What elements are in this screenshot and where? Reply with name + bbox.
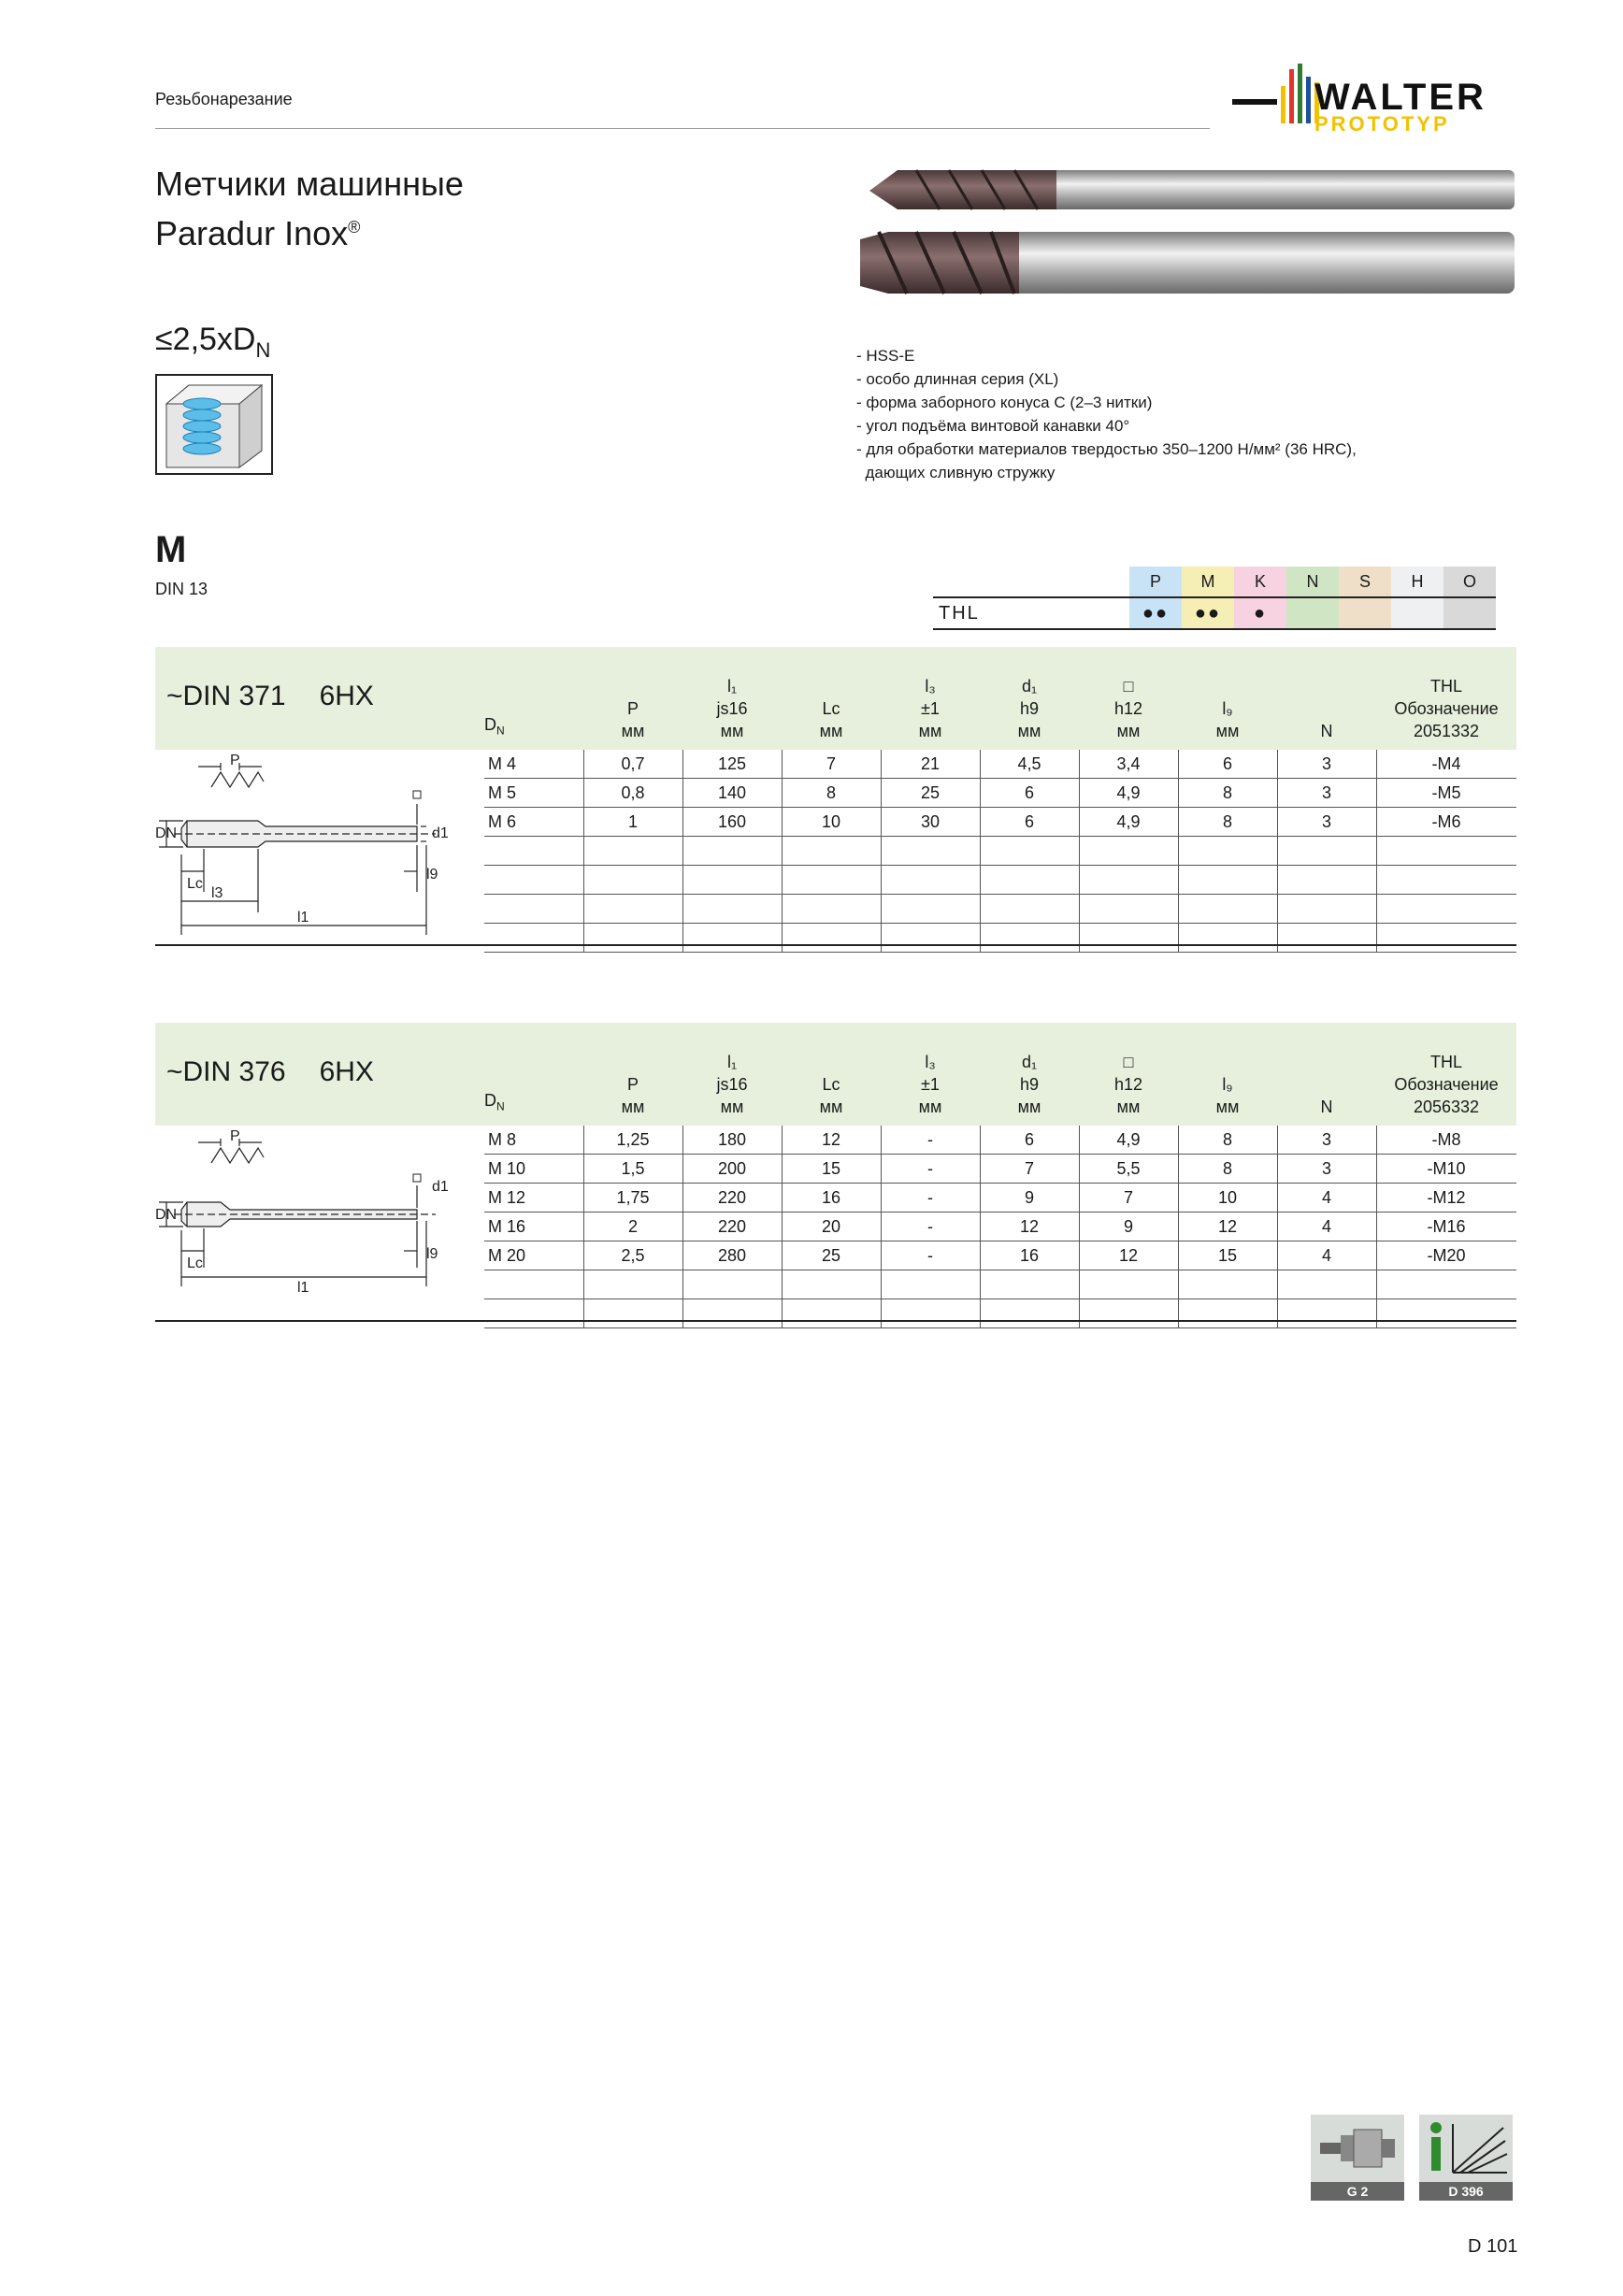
cell-shank-diameter — [980, 866, 1079, 894]
cell-square-length — [1178, 924, 1277, 952]
cell-total-length: 200 — [717, 1159, 747, 1178]
cell-square-length: 8 — [1222, 812, 1232, 831]
table-row — [484, 1241, 1516, 1270]
cell-size: M 12 — [488, 1188, 526, 1207]
table-row — [484, 1126, 1516, 1155]
technical-info-ref-label: D 396 — [1419, 2182, 1513, 2201]
table-body — [484, 750, 1516, 953]
cell-square-length: 12 — [1217, 1217, 1238, 1236]
cell-shank-diameter — [980, 837, 1079, 865]
table-row — [484, 895, 1516, 924]
feature-item: - для обработки материалов твердостью 350–1200 Н/мм² (36 HRC), — [856, 440, 1357, 458]
cell-neck-length — [881, 837, 980, 865]
total-length-label: l1 — [297, 910, 309, 926]
cell-shank-diameter: 9 — [1024, 1188, 1034, 1207]
pitch-label: P — [230, 1128, 240, 1144]
cell-square-size — [1079, 837, 1178, 865]
cell-neck-length — [881, 895, 980, 923]
cell-size: M 5 — [488, 783, 517, 802]
cell-square-length: 8 — [1222, 1130, 1232, 1149]
cell-total-length: 125 — [717, 754, 747, 773]
thread-standard: DIN 13 — [155, 580, 208, 598]
cell-pitch: 1,5 — [621, 1159, 645, 1178]
table-row — [484, 837, 1516, 866]
material-code-p: P — [1129, 567, 1182, 597]
cell-flute-count — [1277, 1270, 1376, 1299]
cell-flute-count: 4 — [1321, 1217, 1331, 1236]
cell-size — [484, 895, 583, 923]
cell-size: M 4 — [488, 754, 517, 773]
table-title: ~DIN 376 6HX — [166, 1056, 374, 1087]
cell-designation: -M16 — [1427, 1217, 1466, 1236]
table-row — [484, 1299, 1516, 1328]
cell-size: M 10 — [488, 1159, 526, 1178]
column-header-designation: THL Обозначение 2056332 — [1394, 1053, 1499, 1116]
material-code-m: M — [1182, 567, 1234, 597]
page-number: D 101 — [1468, 2236, 1518, 2257]
cell-chamfer-length — [782, 837, 881, 865]
cell-square-size: 4,9 — [1116, 783, 1141, 802]
cell-designation: -M10 — [1427, 1159, 1466, 1178]
material-rating-k: ● — [1234, 597, 1286, 629]
cell-chamfer-length: 10 — [821, 812, 841, 831]
column-header-size: $D_N$ — [484, 715, 505, 738]
cell-pitch: 2,5 — [621, 1246, 645, 1265]
cell-designation — [1376, 924, 1516, 952]
cell-square-size: 9 — [1123, 1217, 1133, 1236]
column-header-neck-length: l₃ ±1 мм — [918, 1053, 942, 1116]
total-length-label: l1 — [297, 1280, 309, 1296]
tap-product-image — [860, 157, 1515, 316]
cell-neck-length: 21 — [920, 754, 941, 773]
nominal-diameter-label: DN — [155, 825, 178, 841]
blind-hole-icon — [155, 374, 273, 475]
table-row — [484, 1270, 1516, 1299]
header-divider — [155, 128, 1210, 129]
walter-logo — [1232, 58, 1516, 142]
cell-neck-length: - — [927, 1246, 933, 1265]
cell-pitch — [583, 924, 682, 952]
cell-square-length: 10 — [1217, 1188, 1238, 1207]
cell-size: M 16 — [488, 1217, 526, 1236]
cell-neck-length: - — [927, 1217, 933, 1236]
product-table-din376 — [155, 1023, 1516, 1322]
cell-shank-diameter: 6 — [1024, 1130, 1034, 1149]
feature-item: - HSS-E — [856, 347, 915, 365]
cell-designation: -M5 — [1431, 783, 1461, 802]
tap-dimension-drawing — [155, 1127, 484, 1314]
title-line-1: Метчики машинные — [155, 165, 464, 203]
cell-pitch — [583, 866, 682, 894]
cell-square-size: 7 — [1123, 1188, 1133, 1207]
shank-diameter-label: d1 — [432, 1179, 449, 1195]
cell-flute-count: 3 — [1321, 754, 1331, 773]
cell-size — [484, 924, 583, 952]
cell-total-length — [682, 837, 782, 865]
nominal-diameter-label: DN — [155, 1207, 178, 1223]
cell-pitch — [583, 895, 682, 923]
cell-flute-count: 3 — [1321, 1159, 1331, 1178]
cell-designation — [1376, 837, 1516, 865]
cell-total-length: 280 — [717, 1246, 747, 1265]
material-suitability-table — [933, 567, 1496, 630]
cell-square-size — [1079, 924, 1178, 952]
cell-neck-length: - — [927, 1130, 933, 1149]
cell-pitch: 1 — [627, 812, 638, 831]
cell-size — [484, 837, 583, 865]
cell-neck-length — [881, 1299, 980, 1327]
cell-designation: -M12 — [1427, 1188, 1466, 1207]
column-header-total-length: l₁ js16 мм — [716, 677, 748, 740]
cell-square-size: 12 — [1118, 1246, 1139, 1265]
column-header-chamfer-length: Lc мм — [819, 1075, 843, 1116]
cell-total-length: 160 — [717, 812, 747, 831]
cell-square-size: 4,9 — [1116, 1130, 1141, 1149]
cell-chamfer-length: 12 — [821, 1130, 841, 1149]
cell-pitch: 1,25 — [616, 1130, 650, 1149]
material-code-n: N — [1286, 567, 1339, 597]
cell-square-size — [1079, 1270, 1178, 1299]
cell-designation: -M4 — [1431, 754, 1461, 773]
material-rating-o — [1443, 597, 1496, 629]
cell-square-size: 3,4 — [1116, 754, 1141, 773]
feature-item: дающих сливную стружку — [856, 464, 1056, 481]
cell-square-length: 6 — [1222, 754, 1232, 773]
cell-total-length: 140 — [717, 783, 747, 802]
chamfer-length-label: Lc — [187, 876, 203, 892]
table-row — [484, 1184, 1516, 1213]
cell-pitch: 0,7 — [621, 754, 645, 773]
cell-designation — [1376, 866, 1516, 894]
cell-total-length: 180 — [717, 1130, 747, 1149]
material-code-h: H — [1391, 567, 1443, 597]
table-row — [484, 779, 1516, 808]
material-rating-s — [1339, 597, 1391, 629]
thread-type: M — [155, 529, 187, 570]
cell-chamfer-length — [782, 895, 881, 923]
cell-pitch — [583, 1270, 682, 1299]
cell-total-length — [682, 866, 782, 894]
logo-subtitle: PROTOTYP — [1314, 112, 1450, 136]
cell-flute-count — [1277, 1299, 1376, 1327]
column-header-total-length: l₁ js16 мм — [716, 1053, 748, 1116]
cell-square-length — [1178, 895, 1277, 923]
material-rating-p: ●● — [1129, 597, 1182, 629]
cell-flute-count: 3 — [1321, 1130, 1331, 1149]
cell-chamfer-length: 25 — [821, 1246, 841, 1265]
cell-flute-count — [1277, 837, 1376, 865]
cell-square-size: 4,9 — [1116, 812, 1141, 831]
material-code-k: K — [1234, 567, 1286, 597]
cell-size — [484, 1270, 583, 1299]
table-row — [484, 808, 1516, 837]
cell-shank-diameter: 12 — [1019, 1217, 1040, 1236]
info-chart-icon — [1419, 2115, 1513, 2182]
square-length-label: l9 — [426, 867, 438, 883]
cell-square-length — [1178, 866, 1277, 894]
cell-neck-length: 25 — [920, 783, 941, 802]
column-header-square-length: l₉ мм — [1215, 1075, 1240, 1116]
column-header-flute-count: N — [1320, 1098, 1333, 1116]
cell-square-length — [1178, 837, 1277, 865]
shank-diameter-label: d1 — [432, 825, 449, 841]
table-body — [484, 1126, 1516, 1328]
column-headers — [484, 647, 1516, 750]
pitch-label: P — [230, 753, 240, 768]
cell-flute-count — [1277, 895, 1376, 923]
column-headers — [484, 1023, 1516, 1126]
material-rating-m: ●● — [1182, 597, 1234, 629]
cell-total-length: 220 — [717, 1217, 747, 1236]
logo-word: WALTER — [1314, 77, 1487, 118]
cell-square-length: 8 — [1222, 1159, 1232, 1178]
cell-size: M 6 — [488, 812, 517, 831]
cell-chamfer-length: 16 — [821, 1188, 841, 1207]
column-header-chamfer-length: Lc мм — [819, 699, 843, 740]
cell-total-length: 220 — [717, 1188, 747, 1207]
table-row — [484, 1213, 1516, 1241]
column-header-shank-diameter: d₁ h9 мм — [1017, 677, 1041, 740]
cell-shank-diameter: 6 — [1024, 783, 1034, 802]
cell-pitch — [583, 1299, 682, 1327]
technical-info-reference-icon[interactable] — [1419, 2115, 1513, 2201]
feature-item: - угол подъёма винтовой канавки 40° — [856, 417, 1130, 435]
chamfer-length-label: Lc — [187, 1256, 203, 1271]
column-header-square-size: □ h12 мм — [1113, 677, 1143, 740]
cell-square-length — [1178, 1270, 1277, 1299]
product-table-din371 — [155, 647, 1516, 946]
table-row — [484, 750, 1516, 779]
cell-chamfer-length: 8 — [826, 783, 836, 802]
cell-square-size — [1079, 866, 1178, 894]
cell-shank-diameter: 16 — [1019, 1246, 1040, 1265]
cell-square-length — [1178, 1299, 1277, 1327]
toolholder-icon — [1311, 2115, 1404, 2182]
cell-neck-length: 30 — [920, 812, 941, 831]
cell-square-size: 5,5 — [1116, 1159, 1141, 1178]
cell-chamfer-length: 20 — [821, 1217, 841, 1236]
tap-dimension-drawing — [155, 752, 484, 939]
cell-shank-diameter — [980, 1299, 1079, 1327]
cell-designation — [1376, 1270, 1516, 1299]
toolholder-ref-label: G 2 — [1311, 2182, 1404, 2201]
cell-designation: -M20 — [1427, 1246, 1466, 1265]
title-line-2: Paradur Inox — [155, 214, 349, 252]
cell-neck-length — [881, 924, 980, 952]
cell-designation: -M6 — [1431, 812, 1461, 831]
material-rating-n — [1286, 597, 1339, 629]
cell-chamfer-length: 7 — [826, 754, 836, 773]
cell-shank-diameter — [980, 924, 1079, 952]
cell-designation: -M8 — [1431, 1130, 1461, 1149]
cell-pitch: 0,8 — [621, 783, 645, 802]
depth-ratio: $\le 2,5xD_N$ — [155, 322, 271, 362]
material-row-label: THL — [933, 597, 1129, 629]
column-header-size: $D_N$ — [484, 1091, 505, 1113]
column-header-designation: THL Обозначение 2051332 — [1394, 677, 1499, 740]
page-title — [155, 163, 464, 255]
feature-item: - особо длинная серия (XL) — [856, 370, 1059, 388]
cell-flute-count: 3 — [1321, 812, 1331, 831]
material-code-s: S — [1339, 567, 1391, 597]
column-header-flute-count: N — [1320, 722, 1333, 740]
column-header-square-length: l₉ мм — [1215, 699, 1240, 740]
cell-square-size — [1079, 1299, 1178, 1327]
cell-shank-diameter: 4,5 — [1017, 754, 1041, 773]
cell-total-length — [682, 924, 782, 952]
cell-pitch: 1,75 — [616, 1188, 650, 1207]
cell-total-length — [682, 1270, 782, 1299]
cell-chamfer-length: 15 — [821, 1159, 841, 1178]
cell-shank-diameter: 6 — [1024, 812, 1034, 831]
cell-chamfer-length — [782, 924, 881, 952]
cell-designation — [1376, 895, 1516, 923]
cell-chamfer-length — [782, 1270, 881, 1299]
toolholder-reference-icon[interactable] — [1311, 2115, 1404, 2201]
table-row — [484, 924, 1516, 953]
column-header-shank-diameter: d₁ h9 мм — [1017, 1053, 1041, 1116]
cell-size — [484, 1299, 583, 1327]
cell-pitch — [583, 837, 682, 865]
column-header-pitch: P мм — [621, 699, 645, 740]
cell-total-length — [682, 895, 782, 923]
table-row — [484, 1155, 1516, 1184]
cell-size — [484, 866, 583, 894]
cell-chamfer-length — [782, 1299, 881, 1327]
cell-shank-diameter — [980, 895, 1079, 923]
cell-neck-length — [881, 866, 980, 894]
cell-total-length — [682, 1299, 782, 1327]
cell-pitch: 2 — [627, 1217, 638, 1236]
cell-flute-count — [1277, 924, 1376, 952]
table-header-band — [155, 1023, 1516, 1126]
cell-neck-length — [881, 1270, 980, 1299]
cell-flute-count: 3 — [1321, 783, 1331, 802]
section-label: Резьбонарезание — [155, 90, 293, 108]
material-code-o: O — [1443, 567, 1496, 597]
cell-square-length: 8 — [1222, 783, 1232, 802]
cell-shank-diameter: 7 — [1024, 1159, 1034, 1178]
column-header-pitch: P мм — [621, 1075, 645, 1116]
column-header-square-size: □ h12 мм — [1113, 1053, 1143, 1116]
column-header-neck-length: l₃ ±1 мм — [918, 677, 942, 740]
neck-length-label: l3 — [211, 885, 223, 901]
registered-mark: ® — [348, 218, 361, 237]
cell-size: M 20 — [488, 1246, 526, 1265]
table-row — [484, 866, 1516, 895]
feature-list — [856, 344, 1357, 484]
cell-neck-length: - — [927, 1188, 933, 1207]
table-header-band — [155, 647, 1516, 750]
material-rating-h — [1391, 597, 1443, 629]
cell-flute-count: 4 — [1321, 1188, 1331, 1207]
cell-chamfer-length — [782, 866, 881, 894]
cell-neck-length: - — [927, 1159, 933, 1178]
feature-item: - форма заборного конуса C (2–3 нитки) — [856, 394, 1153, 411]
cell-shank-diameter — [980, 1270, 1079, 1299]
table-title: ~DIN 371 6HX — [166, 681, 374, 711]
cell-square-length: 15 — [1217, 1246, 1238, 1265]
cell-designation — [1376, 1299, 1516, 1327]
cell-size: M 8 — [488, 1130, 517, 1149]
cell-square-size — [1079, 895, 1178, 923]
cell-flute-count: 4 — [1321, 1246, 1331, 1265]
cell-flute-count — [1277, 866, 1376, 894]
square-length-label: l9 — [426, 1246, 438, 1262]
